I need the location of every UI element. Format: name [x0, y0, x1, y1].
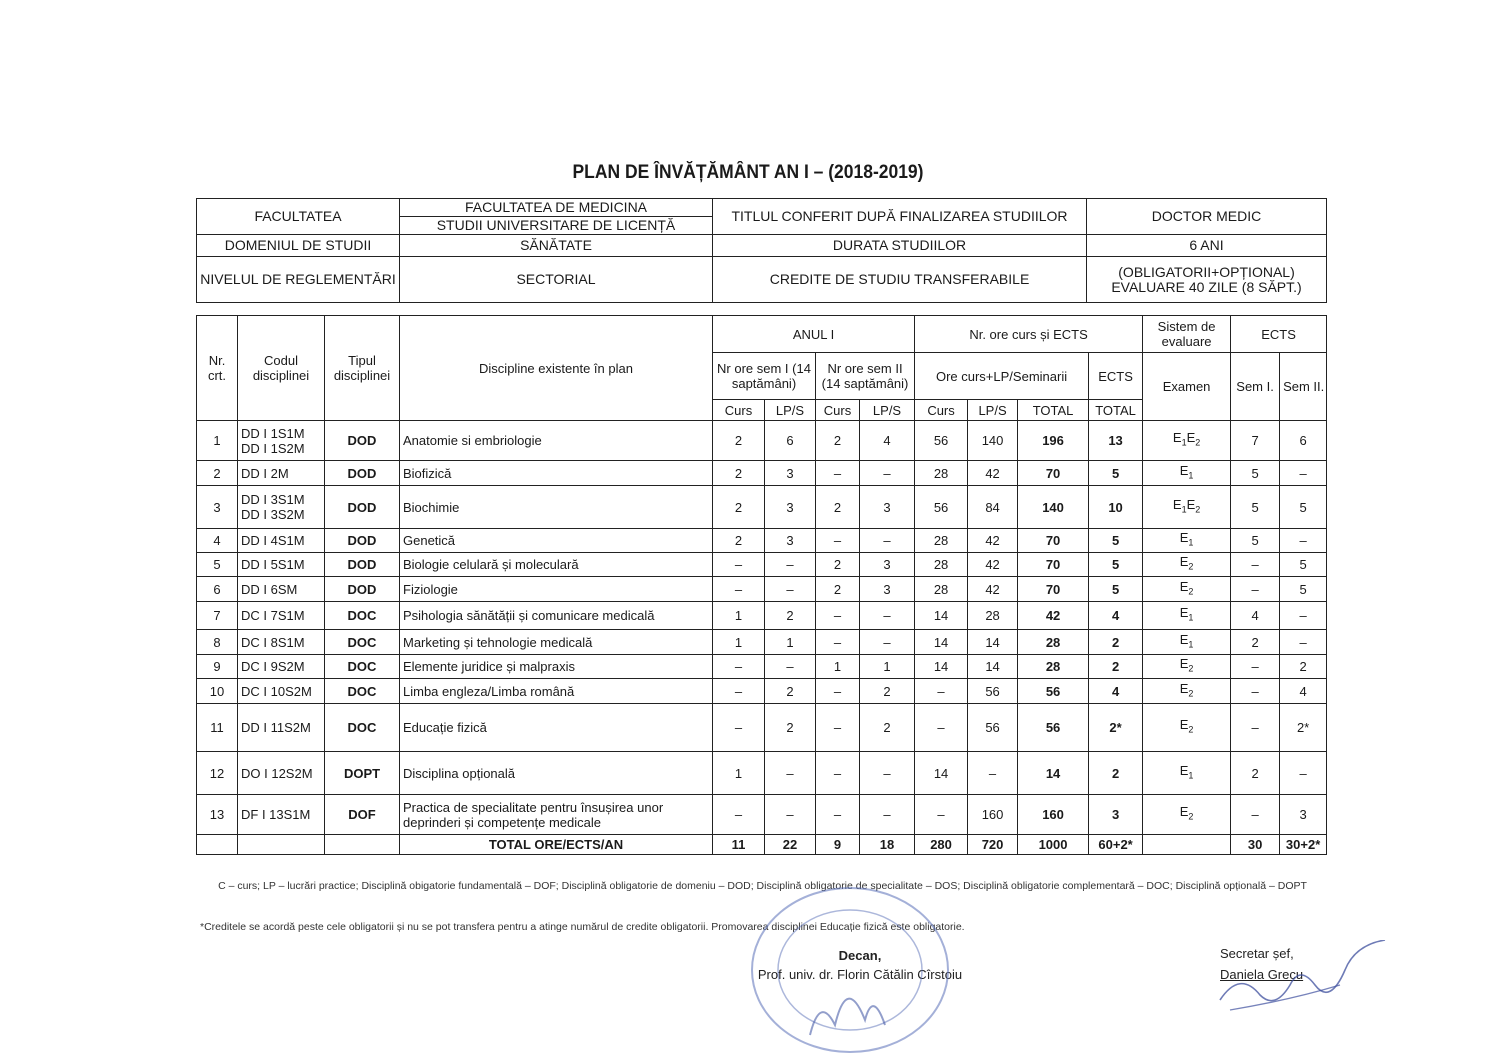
- row-cod: DD I 1S1M DD I 1S2M: [238, 421, 325, 461]
- row-tip: DOC: [325, 602, 400, 630]
- row-examen: $E_1$: [1143, 529, 1231, 553]
- rows-body: [197, 421, 1327, 835]
- secretar-name: Daniela Grecu: [1220, 967, 1304, 982]
- col-tip: Tipul disciplinei: [325, 316, 400, 421]
- row-nr: 8: [197, 630, 238, 655]
- row-examen: $E_1$: [1143, 752, 1231, 795]
- facultatea-value: FACULTATEA DE MEDICINA: [400, 199, 713, 217]
- row-ol: 28: [968, 602, 1018, 630]
- totals-empty-2: [238, 835, 325, 855]
- row-nr: 6: [197, 577, 238, 602]
- row-cod: DD I 4S1M: [238, 529, 325, 553]
- table-row: [197, 655, 1327, 679]
- row-disc: Genetică: [400, 529, 713, 553]
- row-s2: –: [1280, 529, 1327, 553]
- row-ol: 84: [968, 486, 1018, 529]
- table-row: [197, 630, 1327, 655]
- row-s1: –: [1231, 679, 1280, 704]
- row-examen: $E_2$: [1143, 553, 1231, 577]
- row-l2: 2: [860, 704, 915, 752]
- row-c1: –: [713, 795, 765, 835]
- row-nr: 4: [197, 529, 238, 553]
- row-l1: –: [765, 577, 816, 602]
- row-l2: –: [860, 602, 915, 630]
- row-nr: 13: [197, 795, 238, 835]
- credite-value: [1087, 257, 1327, 303]
- row-l1: 3: [765, 529, 816, 553]
- row-c1: 1: [713, 630, 765, 655]
- row-nr: 11: [197, 704, 238, 752]
- row-ol: 56: [968, 704, 1018, 752]
- row-l1: 2: [765, 704, 816, 752]
- row-c1: –: [713, 577, 765, 602]
- row-oc: 56: [915, 421, 968, 461]
- row-ot: 160: [1018, 795, 1089, 835]
- row-oc: 14: [915, 655, 968, 679]
- row-examen: $E_1$: [1143, 602, 1231, 630]
- row-ol: –: [968, 752, 1018, 795]
- row-ects: 5: [1089, 461, 1143, 486]
- row-l2: 3: [860, 553, 915, 577]
- totals-empty-1: [197, 835, 238, 855]
- row-cod: DD I 3S1M DD I 3S2M: [238, 486, 325, 529]
- row-nr: 1: [197, 421, 238, 461]
- col-ore-total: Ore curs+LP/Seminarii: [915, 353, 1089, 400]
- table-row: [197, 486, 1327, 529]
- row-c2: 1: [816, 655, 860, 679]
- footnote-legend: C – curs; LP – lucrări practice; Disciplină obigatorie fundamentală – DOF; Disciplină obligatorie de domeniu – DOD; Disciplină obligatorie de specialitate – DOS; Disciplină obligatorie complementară – DOC; Disciplină opțională – DOPT: [218, 880, 1307, 892]
- row-examen: $E_1$: [1143, 630, 1231, 655]
- col-curs-2: Curs: [816, 400, 860, 421]
- totals-s1: 30: [1231, 835, 1280, 855]
- col-sistem: Sistem de evaluare: [1143, 316, 1231, 353]
- table-row: [197, 795, 1327, 835]
- row-s2: 5: [1280, 553, 1327, 577]
- row-nr: 10: [197, 679, 238, 704]
- row-l2: 2: [860, 679, 915, 704]
- decan-name: Prof. univ. dr. Florin Cătălin Cîrstoiu: [757, 967, 963, 982]
- durata-value: 6 ANI: [1087, 235, 1327, 257]
- totals-oc: 280: [915, 835, 968, 855]
- row-nr: 7: [197, 602, 238, 630]
- row-ects: 2: [1089, 655, 1143, 679]
- row-s2: 5: [1280, 577, 1327, 602]
- row-l1: 3: [765, 461, 816, 486]
- totals-empty-3: [325, 835, 400, 855]
- row-tip: DOD: [325, 577, 400, 602]
- row-ot: 42: [1018, 602, 1089, 630]
- row-s1: –: [1231, 577, 1280, 602]
- row-examen: $E_2$: [1143, 679, 1231, 704]
- row-c1: –: [713, 655, 765, 679]
- col-anul: ANUL I: [713, 316, 915, 353]
- row-examen: $E_2$: [1143, 795, 1231, 835]
- row-ol: 42: [968, 553, 1018, 577]
- row-ects: 2*: [1089, 704, 1143, 752]
- row-c2: –: [816, 795, 860, 835]
- row-l2: 1: [860, 655, 915, 679]
- row-oc: 56: [915, 486, 968, 529]
- row-ol: 160: [968, 795, 1018, 835]
- facultatea-label: FACULTATEA: [197, 199, 400, 235]
- row-cod: DD I 2M: [238, 461, 325, 486]
- domeniul-label: DOMENIUL DE STUDII: [197, 235, 400, 257]
- row-c2: 2: [816, 421, 860, 461]
- row-disc: Psihologia sănătății și comunicare medicală: [400, 602, 713, 630]
- row-ot: 140: [1018, 486, 1089, 529]
- row-oc: 28: [915, 553, 968, 577]
- row-l2: 3: [860, 577, 915, 602]
- col-disc: Discipline existente în plan: [400, 316, 713, 421]
- titlul-value: DOCTOR MEDIC: [1087, 199, 1327, 235]
- row-c2: 2: [816, 553, 860, 577]
- row-ot: 70: [1018, 461, 1089, 486]
- row-ects: 13: [1089, 421, 1143, 461]
- row-ects: 5: [1089, 529, 1143, 553]
- totals-c1: 11: [713, 835, 765, 855]
- col-ects2: ECTS: [1231, 316, 1327, 353]
- row-oc: 28: [915, 461, 968, 486]
- totals-empty-4: [1143, 835, 1231, 855]
- row-l2: 4: [860, 421, 915, 461]
- row-examen: $E_1$: [1143, 461, 1231, 486]
- credite-value-2: EVALUARE 40 ZILE (8 SĂPT.): [1111, 278, 1302, 295]
- row-tip: DOPT: [325, 752, 400, 795]
- row-nr: 3: [197, 486, 238, 529]
- table-row: [197, 752, 1327, 795]
- row-cod: DF I 13S1M: [238, 795, 325, 835]
- row-ects: 3: [1089, 795, 1143, 835]
- row-s1: 2: [1231, 630, 1280, 655]
- row-l1: 6: [765, 421, 816, 461]
- col-lps-1: LP/S: [765, 400, 816, 421]
- row-l1: 1: [765, 630, 816, 655]
- row-l1: 3: [765, 486, 816, 529]
- row-s1: –: [1231, 655, 1280, 679]
- row-s1: 4: [1231, 602, 1280, 630]
- row-ol: 140: [968, 421, 1018, 461]
- col-lps-2: LP/S: [860, 400, 915, 421]
- col-total: TOTAL: [1018, 400, 1089, 421]
- row-s1: 5: [1231, 529, 1280, 553]
- row-ot: 70: [1018, 553, 1089, 577]
- row-c1: –: [713, 704, 765, 752]
- row-examen: $E_2$: [1143, 655, 1231, 679]
- row-disc: Educație fizică: [400, 704, 713, 752]
- row-c2: –: [816, 602, 860, 630]
- row-s2: 2*: [1280, 704, 1327, 752]
- row-c2: –: [816, 704, 860, 752]
- studii-value: STUDII UNIVERSITARE DE LICENȚĂ: [400, 217, 713, 235]
- col-lps-3: LP/S: [968, 400, 1018, 421]
- decan-title: Decan,: [838, 948, 882, 963]
- col-semII: Sem II.: [1280, 353, 1327, 421]
- nivel-value: SECTORIAL: [400, 257, 713, 303]
- row-ot: 28: [1018, 630, 1089, 655]
- row-cod: DD I 11S2M: [238, 704, 325, 752]
- row-oc: 14: [915, 630, 968, 655]
- row-tip: DOD: [325, 553, 400, 577]
- row-ot: 70: [1018, 577, 1089, 602]
- row-s2: –: [1280, 630, 1327, 655]
- totals-ol: 720: [968, 835, 1018, 855]
- row-nr: 9: [197, 655, 238, 679]
- col-curs-3: Curs: [915, 400, 968, 421]
- row-examen: $E_1E_2$: [1143, 486, 1231, 529]
- table-row: [197, 461, 1327, 486]
- row-ol: 42: [968, 461, 1018, 486]
- row-ot: 196: [1018, 421, 1089, 461]
- totals-label: TOTAL ORE/ECTS/AN: [400, 835, 713, 855]
- row-c2: –: [816, 529, 860, 553]
- row-cod: DC I 7S1M: [238, 602, 325, 630]
- row-cod: DC I 9S2M: [238, 655, 325, 679]
- row-c1: 1: [713, 602, 765, 630]
- table-row: [197, 577, 1327, 602]
- row-ects: 10: [1089, 486, 1143, 529]
- col-total2: TOTAL: [1089, 400, 1143, 421]
- row-ects: 2: [1089, 752, 1143, 795]
- row-s2: 5: [1280, 486, 1327, 529]
- row-tip: DOD: [325, 486, 400, 529]
- row-c2: –: [816, 461, 860, 486]
- row-s2: –: [1280, 461, 1327, 486]
- row-disc: Disciplina opțională: [400, 752, 713, 795]
- row-l2: –: [860, 752, 915, 795]
- row-cod: DD I 5S1M: [238, 553, 325, 577]
- row-ects: 4: [1089, 602, 1143, 630]
- row-disc: Elemente juridice și malpraxis: [400, 655, 713, 679]
- col-nr: Nr. crt.: [197, 316, 238, 421]
- row-l1: –: [765, 553, 816, 577]
- col-curs-1: Curs: [713, 400, 765, 421]
- row-ot: 70: [1018, 529, 1089, 553]
- row-ects: 4: [1089, 679, 1143, 704]
- page-title: PLAN DE ÎNVĂȚĂMÂNT AN I – (2018-2019): [572, 162, 924, 183]
- row-s2: 6: [1280, 421, 1327, 461]
- table-row: [197, 529, 1327, 553]
- row-examen: $E_2$: [1143, 577, 1231, 602]
- row-c1: 2: [713, 486, 765, 529]
- credite-label: CREDITE DE STUDIU TRANSFERABILE: [713, 257, 1087, 303]
- faculty-stamp-icon: [740, 885, 960, 1055]
- totals-l2: 18: [860, 835, 915, 855]
- row-oc: 28: [915, 577, 968, 602]
- row-ects: 2: [1089, 630, 1143, 655]
- row-l1: –: [765, 752, 816, 795]
- table-row: [197, 553, 1327, 577]
- row-disc: Marketing și tehnologie medicală: [400, 630, 713, 655]
- row-s1: –: [1231, 795, 1280, 835]
- row-cod: DO I 12S2M: [238, 752, 325, 795]
- row-s1: 5: [1231, 486, 1280, 529]
- row-tip: DOC: [325, 679, 400, 704]
- totals-ects: 60+2*: [1089, 835, 1143, 855]
- row-ot: 56: [1018, 704, 1089, 752]
- row-tip: DOD: [325, 461, 400, 486]
- row-c1: 2: [713, 421, 765, 461]
- row-tip: DOC: [325, 630, 400, 655]
- row-s1: 2: [1231, 752, 1280, 795]
- row-c2: –: [816, 752, 860, 795]
- row-l2: –: [860, 461, 915, 486]
- totals-c2: 9: [816, 835, 860, 855]
- row-c1: 2: [713, 461, 765, 486]
- row-c1: –: [713, 553, 765, 577]
- col-examen: Examen: [1143, 353, 1231, 421]
- row-oc: 14: [915, 752, 968, 795]
- row-l1: 2: [765, 602, 816, 630]
- row-cod: DC I 10S2M: [238, 679, 325, 704]
- row-disc: Anatomie si embriologie: [400, 421, 713, 461]
- row-disc: Biochimie: [400, 486, 713, 529]
- header-table: [196, 198, 1327, 303]
- titlul-label: TITLUL CONFERIT DUPĂ FINALIZAREA STUDIILOR: [713, 199, 1087, 235]
- nivel-label: NIVELUL DE REGLEMENTĂRI: [197, 257, 400, 303]
- totals-s2: 30+2*: [1280, 835, 1327, 855]
- row-oc: –: [915, 679, 968, 704]
- row-l1: 2: [765, 679, 816, 704]
- col-ects: ECTS: [1089, 353, 1143, 400]
- row-disc: Biologie celulară și moleculară: [400, 553, 713, 577]
- row-tip: DOD: [325, 529, 400, 553]
- table-row: [197, 704, 1327, 752]
- row-ol: 14: [968, 655, 1018, 679]
- row-nr: 5: [197, 553, 238, 577]
- row-disc: Practica de specialitate pentru însușirea unor deprinderi și competențe medicale: [400, 795, 713, 835]
- col-ore-ects: Nr. ore curs și ECTS: [915, 316, 1143, 353]
- row-ects: 5: [1089, 553, 1143, 577]
- row-s2: 4: [1280, 679, 1327, 704]
- credite-value-1: (OBLIGATORII+OPȚIONAL): [1118, 263, 1295, 280]
- row-ects: 5: [1089, 577, 1143, 602]
- totals-row: [197, 835, 1327, 855]
- row-oc: 28: [915, 529, 968, 553]
- row-s2: 3: [1280, 795, 1327, 835]
- row-c1: 1: [713, 752, 765, 795]
- row-c2: –: [816, 630, 860, 655]
- secretar-title: Secretar șef,: [1220, 946, 1294, 961]
- totals-l1: 22: [765, 835, 816, 855]
- row-disc: Fiziologie: [400, 577, 713, 602]
- row-l2: –: [860, 529, 915, 553]
- col-semI: Sem I.: [1231, 353, 1280, 421]
- row-ot: 28: [1018, 655, 1089, 679]
- row-examen: $E_1E_2$: [1143, 421, 1231, 461]
- row-s1: 5: [1231, 461, 1280, 486]
- row-c2: 2: [816, 486, 860, 529]
- domeniul-value: SĂNĂTATE: [400, 235, 713, 257]
- row-oc: 14: [915, 602, 968, 630]
- row-l1: –: [765, 655, 816, 679]
- row-oc: –: [915, 704, 968, 752]
- row-l2: –: [860, 795, 915, 835]
- row-nr: 2: [197, 461, 238, 486]
- row-tip: DOF: [325, 795, 400, 835]
- row-nr: 12: [197, 752, 238, 795]
- row-ol: 14: [968, 630, 1018, 655]
- row-c2: 2: [816, 577, 860, 602]
- row-ol: 42: [968, 529, 1018, 553]
- row-s2: –: [1280, 602, 1327, 630]
- row-l2: –: [860, 630, 915, 655]
- row-disc: Limba engleza/Limba română: [400, 679, 713, 704]
- row-disc: Biofizică: [400, 461, 713, 486]
- row-cod: DC I 8S1M: [238, 630, 325, 655]
- row-s1: 7: [1231, 421, 1280, 461]
- table-row: [197, 602, 1327, 630]
- col-sem2: Nr ore sem II (14 saptămâni): [816, 353, 915, 400]
- row-ol: 56: [968, 679, 1018, 704]
- row-l2: 3: [860, 486, 915, 529]
- row-c2: –: [816, 679, 860, 704]
- col-cod: Codul disciplinei: [238, 316, 325, 421]
- row-ot: 14: [1018, 752, 1089, 795]
- row-s1: –: [1231, 704, 1280, 752]
- row-tip: DOC: [325, 655, 400, 679]
- footnote-note: *Creditele se acordă peste cele obligatorii și nu se pot transfera pentru a atinge numărul de credite obligatorii. Promovarea disciplinei Educație fizică este obligatorie.: [200, 921, 965, 933]
- row-c1: 2: [713, 529, 765, 553]
- table-row: [197, 679, 1327, 704]
- row-oc: –: [915, 795, 968, 835]
- row-s2: –: [1280, 752, 1327, 795]
- row-examen: $E_2$: [1143, 704, 1231, 752]
- row-l1: –: [765, 795, 816, 835]
- totals-ot: 1000: [1018, 835, 1089, 855]
- row-ol: 42: [968, 577, 1018, 602]
- row-tip: DOC: [325, 704, 400, 752]
- curriculum-table: [196, 315, 1327, 855]
- row-c1: –: [713, 679, 765, 704]
- row-cod: DD I 6SM: [238, 577, 325, 602]
- table-row: [197, 421, 1327, 461]
- durata-label: DURATA STUDIILOR: [713, 235, 1087, 257]
- col-sem1: Nr ore sem I (14 saptămâni): [713, 353, 816, 400]
- row-ot: 56: [1018, 679, 1089, 704]
- secretar-handwritten-signature-icon: [1210, 940, 1390, 1020]
- row-tip: DOD: [325, 421, 400, 461]
- row-s1: –: [1231, 553, 1280, 577]
- row-s2: 2: [1280, 655, 1327, 679]
